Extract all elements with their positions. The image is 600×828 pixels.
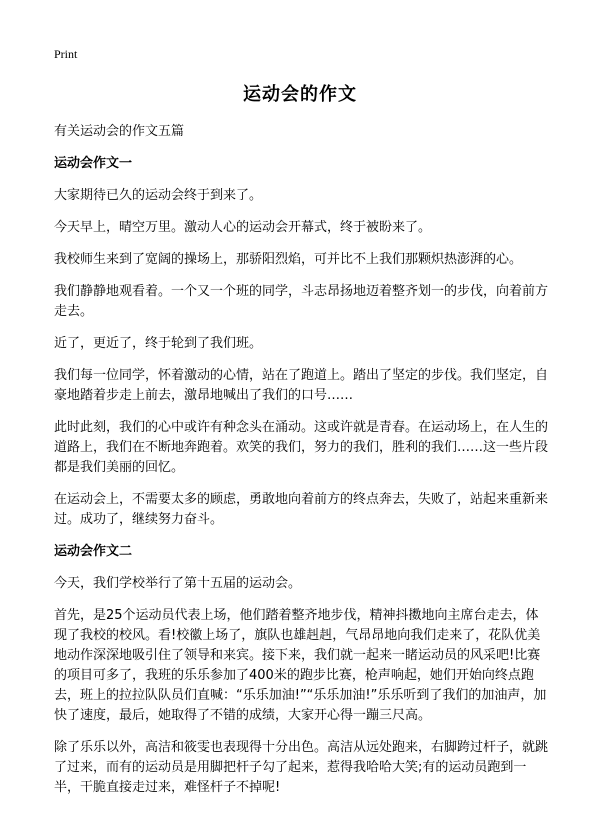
essay-1-paragraph: 我们每一位同学，怀着激动的心情，站在了跑道上。踏出了坚定的步伐。我们坚定，自豪地踏着步走上前去，激昂地喊出了我们的口号…… <box>54 368 549 403</box>
page-title: 运动会的作文 <box>243 84 357 105</box>
essay-2-heading: 运动会作文二 <box>54 544 133 559</box>
essay-1-paragraph: 近了，更近了，终于轮到了我们班。 <box>54 336 263 351</box>
essay-1-paragraph: 我校师生来到了宽阔的操场上，那骄阳烈焰，可并比不上我们那颗炽热澎湃的心。 <box>54 252 523 267</box>
essay-1-heading: 运动会作文一 <box>54 156 133 171</box>
document-body <box>54 122 550 810</box>
print-link[interactable]: Print <box>54 47 78 61</box>
essay-2-paragraph: 今天，我们学校举行了第十五届的运动会。 <box>54 576 302 591</box>
essay-2-paragraph: 首先，是25个运动员代表上场，他们踏着整齐地步伐，精神抖擞地向主席台走去，体现了我校的校风。看!校徽上场了，旗队也雄赳赳，气昂昂地向我们走来了，花队优美地动作深深地吸引住了领导和来宾。接下来，我们就一起来一睹运动员的风采吧!比赛的项目可多了，我班的乐乐参加了400米的跑步比赛，枪声响起，她们开始向终点跑去，班上的拉拉队队员们直喊：“乐乐加油!”“乐乐加油!”乐乐听到了我们的加油声，加快了速度，最后，她取得了不错的成绩，大家开心得一蹦三尺高。 <box>54 608 547 723</box>
essay-2-paragraph: 除了乐乐以外，高洁和筱雯也表现得十分出色。高洁从远处跑来，右脚跨过杆子，就跳了过来，而有的运动员是用脚把杆子勾了起来，惹得我哈哈大笑;有的运动员跑到一半，干脆直接走过来，难怪杆子不掉呢! <box>54 740 549 795</box>
document-subtitle: 有关运动会的作文五篇 <box>54 124 185 139</box>
essay-1-paragraph: 我们静静地观看着。一个又一个班的同学，斗志昂扬地迈着整齐划一的步伐，向着前方走去。 <box>54 284 549 319</box>
essay-1-paragraph: 今天早上，晴空万里。激动人心的运动会开幕式，终于被盼来了。 <box>54 220 432 235</box>
essay-1-paragraph: 此时此刻，我们的心中或许有种念头在涌动。这或许就是青春。在运动场上，在人生的道路上，我们在不断地奔跑着。欢笑的我们，努力的我们，胜利的我们……这一些片段都是我们美丽的回忆。 <box>54 420 549 475</box>
essay-1-paragraph: 大家期待已久的运动会终于到来了。 <box>54 188 263 203</box>
essay-1-paragraph: 在运动会上，不需要太多的顾虑，勇敢地向着前方的终点奔去，失败了，站起来重新来过。成功了，继续努力奋斗。 <box>54 492 549 527</box>
